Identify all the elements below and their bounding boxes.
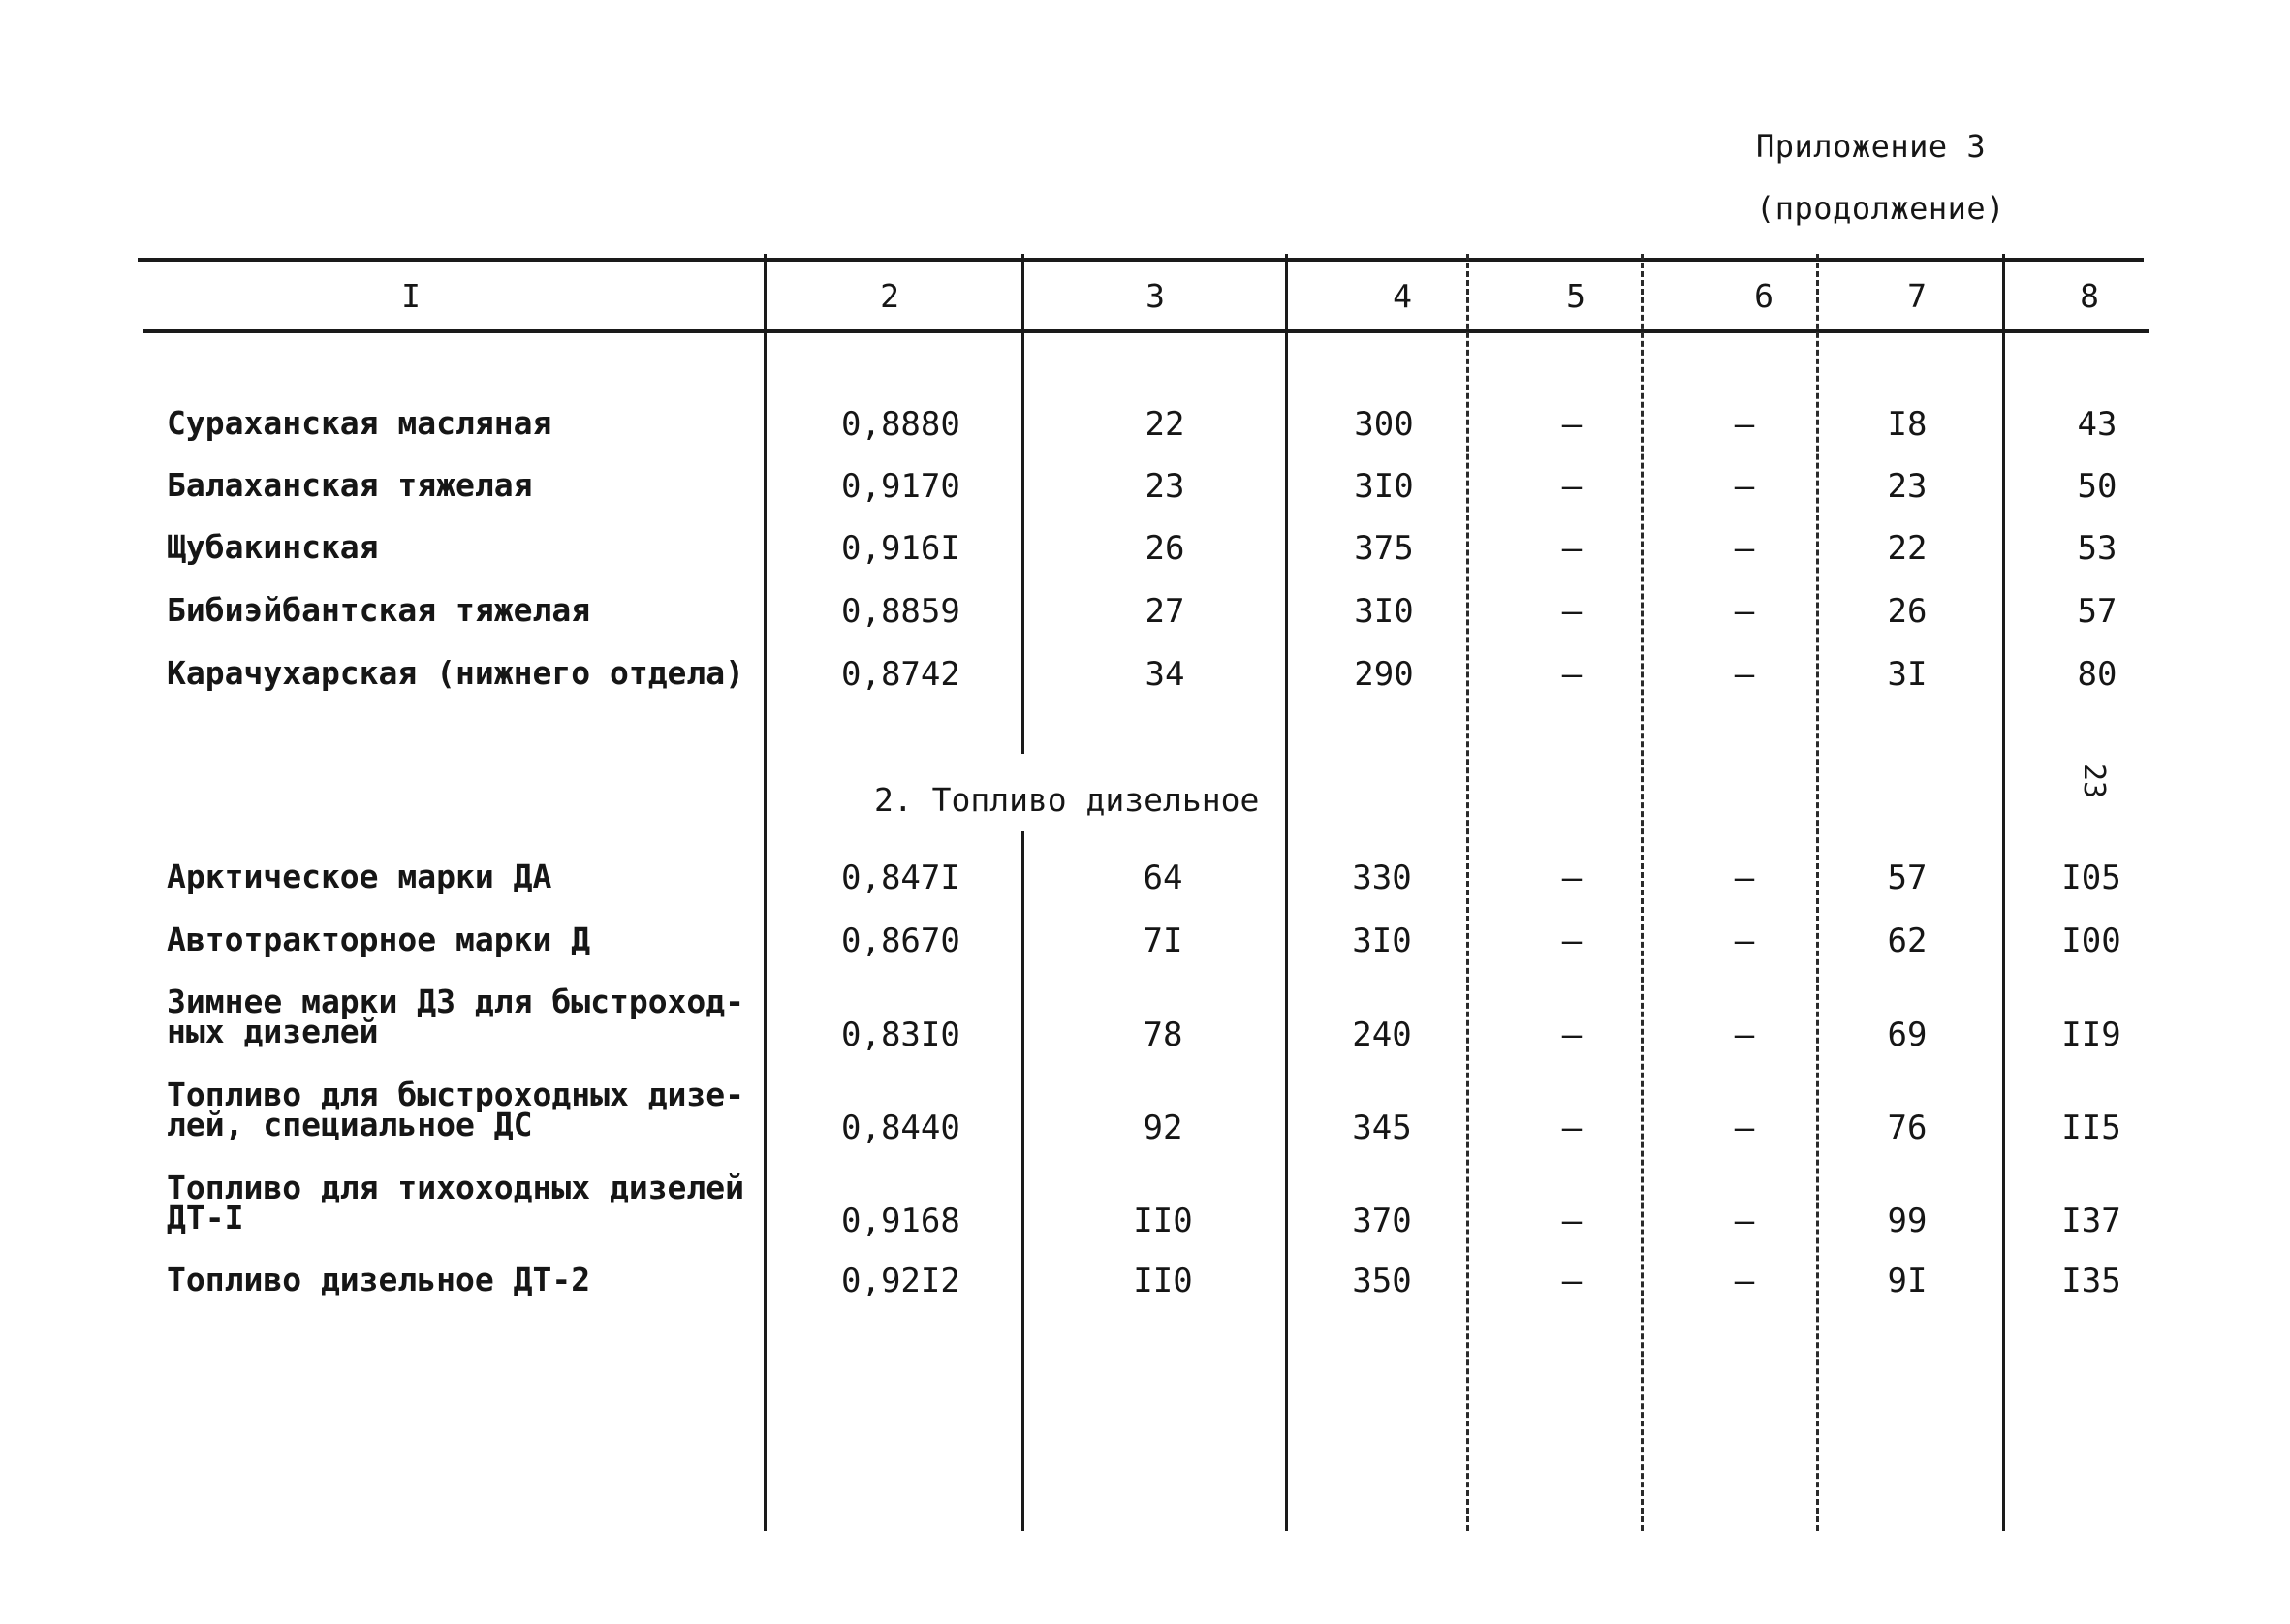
- column-header: 6: [1754, 277, 1773, 315]
- row-name: Бибиэйбантская тяжелая: [167, 591, 591, 629]
- row-name-line: ных дизелей: [167, 1013, 379, 1050]
- cell-col4: 290: [1354, 655, 1414, 694]
- column-header: 4: [1393, 277, 1412, 315]
- row-name: [167, 983, 745, 1050]
- cell-col3: 64: [1143, 859, 1183, 897]
- cell-col4: 350: [1352, 1262, 1412, 1300]
- appendix-label: Приложение 3: [1756, 128, 1987, 165]
- cell-density: 0,8440: [841, 1109, 960, 1147]
- cell-col6: –: [1734, 592, 1755, 631]
- cell-density: 0,9170: [841, 467, 960, 506]
- cell-density: 0,8742: [841, 655, 960, 694]
- row-name: Щубакинская: [167, 528, 379, 566]
- cell-col8: 80: [2077, 655, 2117, 694]
- row-name-line: Топливо для тихоходных дизелей: [167, 1169, 745, 1206]
- cell-col5: –: [1561, 529, 1583, 568]
- page-number: 23: [2077, 764, 2111, 799]
- cell-col5: –: [1561, 859, 1583, 897]
- row-name: [167, 858, 552, 895]
- cell-col8: 57: [2077, 592, 2117, 631]
- cell-col6: –: [1734, 467, 1755, 506]
- column-separator: [764, 254, 767, 1531]
- column-header: 5: [1566, 277, 1585, 315]
- cell-density: 0,916I: [841, 529, 960, 568]
- cell-col7: 57: [1887, 859, 1928, 897]
- cell-col8: I05: [2061, 859, 2121, 897]
- cell-col6: –: [1734, 405, 1755, 444]
- cell-col7: 69: [1887, 1015, 1928, 1054]
- section-title: 2. Топливо дизельное: [874, 781, 1260, 819]
- cell-col4: 3I0: [1354, 467, 1414, 506]
- row-name: Сураханская масляная: [167, 404, 552, 442]
- cell-col4: 330: [1352, 859, 1412, 897]
- cell-col5: –: [1561, 1262, 1583, 1300]
- cell-col6: –: [1734, 655, 1755, 694]
- cell-col7: 3I: [1887, 655, 1928, 694]
- cell-col7: 62: [1887, 921, 1928, 960]
- cell-col6: –: [1734, 1015, 1755, 1054]
- cell-col8: I37: [2061, 1202, 2121, 1240]
- cell-col8: II5: [2061, 1109, 2121, 1147]
- column-separator: [1466, 254, 1469, 1531]
- table-top-rule: [138, 258, 2144, 262]
- cell-col4: 240: [1352, 1015, 1412, 1054]
- row-name: [167, 921, 591, 958]
- column-separator: [1285, 254, 1288, 1531]
- cell-col5: –: [1561, 405, 1583, 444]
- cell-col6: –: [1734, 859, 1755, 897]
- cell-col6: –: [1734, 1109, 1755, 1147]
- cell-col5: –: [1561, 467, 1583, 506]
- cell-col3: 22: [1145, 405, 1185, 444]
- cell-col7: 26: [1887, 592, 1928, 631]
- cell-col4: 370: [1352, 1202, 1412, 1240]
- column-separator: [1021, 831, 1024, 1531]
- cell-col4: 3I0: [1354, 592, 1414, 631]
- cell-col7: I8: [1887, 405, 1928, 444]
- cell-col7: 22: [1887, 529, 1928, 568]
- cell-col3: 34: [1145, 655, 1185, 694]
- row-name-line: Автотракторное марки Д: [167, 921, 591, 958]
- cell-col4: 300: [1354, 405, 1414, 444]
- row-name-line: Топливо дизельное ДТ-2: [167, 1261, 591, 1298]
- cell-density: 0,8670: [841, 921, 960, 960]
- row-name-line: Арктическое марки ДА: [167, 858, 552, 895]
- cell-col7: 76: [1887, 1109, 1928, 1147]
- cell-col6: –: [1734, 921, 1755, 960]
- cell-col3: 78: [1143, 1015, 1183, 1054]
- row-name-line: ДТ-I: [167, 1199, 244, 1236]
- row-name: [167, 1076, 745, 1143]
- cell-density: 0,8859: [841, 592, 960, 631]
- cell-col5: –: [1561, 592, 1583, 631]
- cell-col7: 23: [1887, 467, 1928, 506]
- cell-col8: 50: [2077, 467, 2117, 506]
- column-header: I: [401, 277, 421, 315]
- column-header: 2: [880, 277, 899, 315]
- cell-col5: –: [1561, 655, 1583, 694]
- row-name-line: Зимнее марки ДЗ для быстроход-: [167, 983, 745, 1020]
- row-name: Балаханская тяжелая: [167, 466, 533, 504]
- cell-col5: –: [1561, 1202, 1583, 1240]
- continuation-label: (продолжение): [1756, 190, 2005, 227]
- column-header: 8: [2080, 277, 2099, 315]
- cell-col4: 3I0: [1352, 921, 1412, 960]
- cell-col3: 23: [1145, 467, 1185, 506]
- cell-col6: –: [1734, 1202, 1755, 1240]
- column-separator: [2002, 254, 2005, 1531]
- cell-col8: 53: [2077, 529, 2117, 568]
- cell-col3: 26: [1145, 529, 1185, 568]
- cell-col8: 43: [2077, 405, 2117, 444]
- cell-col7: 99: [1887, 1202, 1928, 1240]
- cell-col8: II9: [2061, 1015, 2121, 1054]
- cell-col8: I35: [2061, 1262, 2121, 1300]
- cell-col5: –: [1561, 921, 1583, 960]
- cell-col6: –: [1734, 529, 1755, 568]
- cell-col4: 345: [1352, 1109, 1412, 1147]
- cell-col3: 27: [1145, 592, 1185, 631]
- cell-col5: –: [1561, 1015, 1583, 1054]
- table-header-rule: [143, 329, 2149, 333]
- cell-col4: 375: [1354, 529, 1414, 568]
- row-name: Карачухарская (нижнего отдела): [167, 654, 745, 692]
- row-name-line: Топливо для быстроходных дизе-: [167, 1076, 745, 1113]
- row-name: [167, 1169, 745, 1236]
- row-name: [167, 1261, 591, 1298]
- cell-col6: –: [1734, 1262, 1755, 1300]
- cell-density: 0,92I2: [841, 1262, 960, 1300]
- cell-col8: I00: [2061, 921, 2121, 960]
- cell-density: 0,9168: [841, 1202, 960, 1240]
- cell-density: 0,847I: [841, 859, 960, 897]
- cell-col7: 9I: [1887, 1262, 1928, 1300]
- cell-density: 0,83I0: [841, 1015, 960, 1054]
- row-name-line: лей, специальное ДС: [167, 1106, 533, 1143]
- column-header: 7: [1907, 277, 1927, 315]
- cell-col3: II0: [1133, 1262, 1193, 1300]
- column-separator: [1641, 254, 1644, 1531]
- cell-col5: –: [1561, 1109, 1583, 1147]
- column-separator: [1021, 254, 1024, 754]
- cell-col3: 7I: [1143, 921, 1183, 960]
- cell-density: 0,8880: [841, 405, 960, 444]
- cell-col3: 92: [1143, 1109, 1183, 1147]
- column-header: 3: [1145, 277, 1165, 315]
- cell-col3: II0: [1133, 1202, 1193, 1240]
- column-separator: [1816, 254, 1819, 1531]
